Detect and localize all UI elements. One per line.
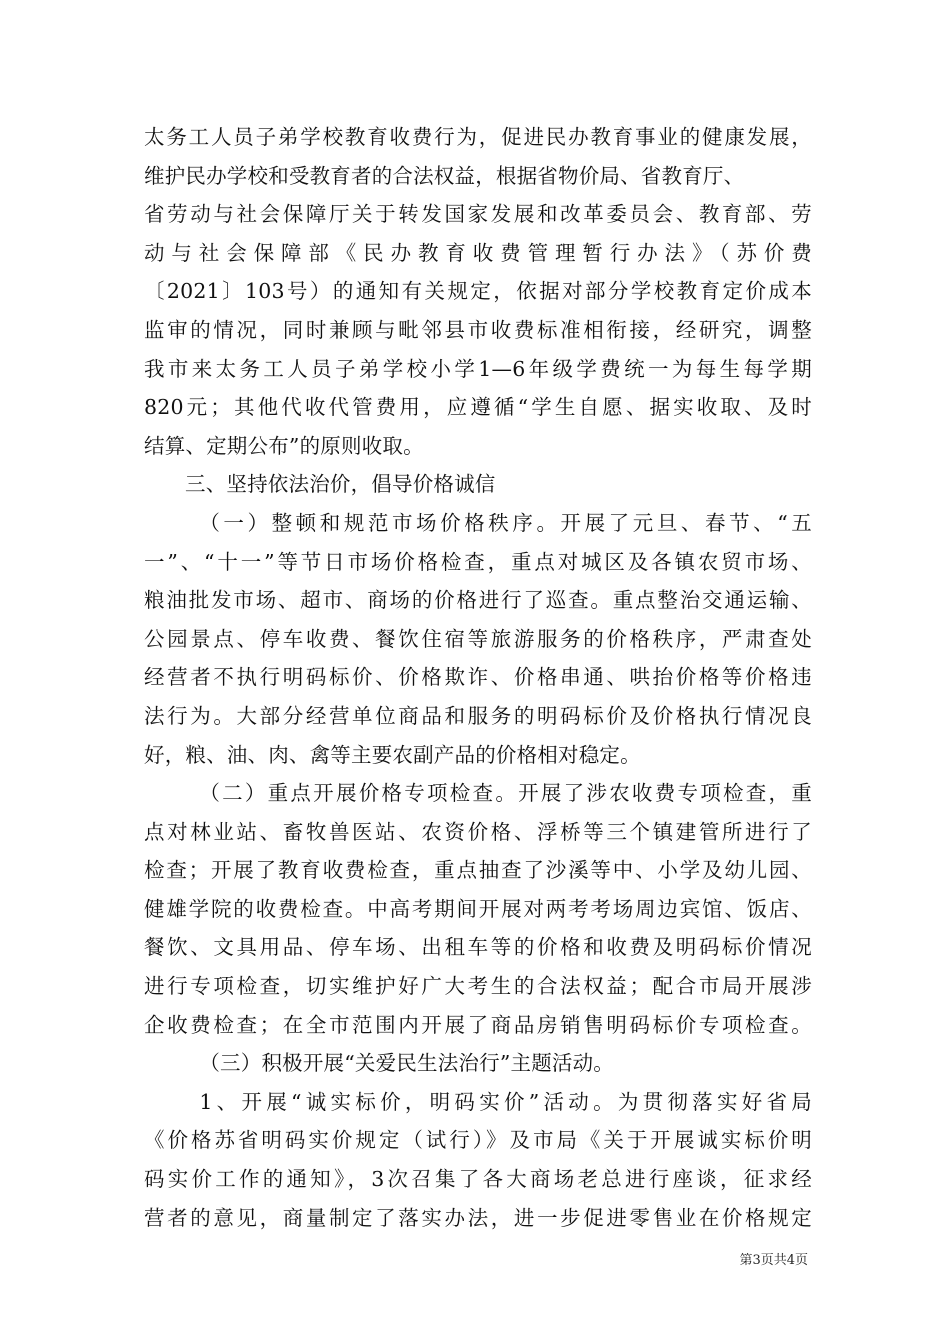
text-line: 820元；其他代收代管费用，应遵循“学生自愿、据实收取、及时 bbox=[144, 395, 812, 420]
text-line: 餐饮、文具用品、停车场、出租车等的价格和收费及明码标价情况 bbox=[144, 935, 812, 960]
text-line: 我市来太务工人员子弟学校小学1—6年级学费统一为每生每学期 bbox=[144, 356, 812, 381]
text-line: 码实价工作的通知》，3次召集了各大商场老总进行座谈，征求经 bbox=[144, 1167, 812, 1192]
text-line: （三）积极开展“关爱民生法治行”主题活动。 bbox=[199, 1051, 615, 1076]
text-line: 营者的意见，商量制定了落实办法，进一步促进零售业在价格规定 bbox=[144, 1205, 812, 1230]
text-line: 进行专项检查，切实维护好广大考生的合法权益；配合市局开展涉 bbox=[144, 974, 812, 999]
text-line: 〔2021〕103号）的通知有关规定，依据对部分学校教育定价成本 bbox=[144, 279, 812, 304]
text-line: 动与社会保障部《民办教育收费管理暂行办法》（苏价费 bbox=[144, 240, 812, 265]
text-line: 监审的情况，同时兼顾与毗邻县市收费标准相衔接，经研究，调整 bbox=[144, 317, 812, 342]
document-body bbox=[144, 118, 812, 1237]
text-line: 公园景点、停车收费、餐饮住宿等旅游服务的价格秩序，严肃查处 bbox=[144, 626, 812, 651]
text-line: 法行为。大部分经营单位商品和服务的明码标价及价格执行情况良 bbox=[144, 703, 812, 728]
text-line: 检查；开展了教育收费检查，重点抽查了沙溪等中、小学及幼儿园、 bbox=[144, 858, 812, 883]
text-line: （二）重点开展价格专项检查。开展了涉农收费专项检查，重 bbox=[199, 781, 812, 806]
text-line: 健雄学院的收费检查。中高考期间开展对两考考场周边宾馆、饭店、 bbox=[144, 896, 812, 921]
text-line: 粮油批发市场、超市、商场的价格进行了巡查。重点整治交通运输、 bbox=[144, 588, 812, 613]
text-line: 点对林业站、畜牧兽医站、农资价格、浮桥等三个镇建管所进行了 bbox=[144, 819, 812, 844]
text-line: 维护民办学校和受教育者的合法权益，根据省物价局、省教育厅、 bbox=[144, 163, 745, 188]
text-line: 结算、定期公布”的原则收取。 bbox=[144, 433, 424, 458]
text-line: 好，粮、油、肉、禽等主要农副产品的价格相对稳定。 bbox=[144, 742, 641, 767]
text-line: 三、坚持依法治价，倡导价格诚信 bbox=[185, 472, 496, 497]
page-number: 第3页共4页 bbox=[739, 1253, 808, 1268]
text-line: 1、开展“诚实标价，明码实价”活动。为贯彻落实好省局 bbox=[199, 1089, 812, 1114]
text-line: 一”、“十一”等节日市场价格检查，重点对城区及各镇农贸市场、 bbox=[144, 549, 812, 574]
text-line: 太务工人员子弟学校教育收费行为，促进民办教育事业的健康发展， bbox=[144, 125, 812, 149]
text-line: 省劳动与社会保障厅关于转发国家发展和改革委员会、教育部、劳 bbox=[144, 202, 812, 227]
text-line: 经营者不执行明码标价、价格欺诈、价格串通、哄抬价格等价格违 bbox=[144, 665, 812, 690]
text-line: （一）整顿和规范市场价格秩序。开展了元旦、春节、“五 bbox=[199, 510, 812, 535]
text-line: 企收费检查；在全市范围内开展了商品房销售明码标价专项检查。 bbox=[144, 1012, 812, 1037]
text-line: 《价格苏省明码实价规定（试行）》及市局《关于开展诚实标价明 bbox=[144, 1128, 812, 1153]
